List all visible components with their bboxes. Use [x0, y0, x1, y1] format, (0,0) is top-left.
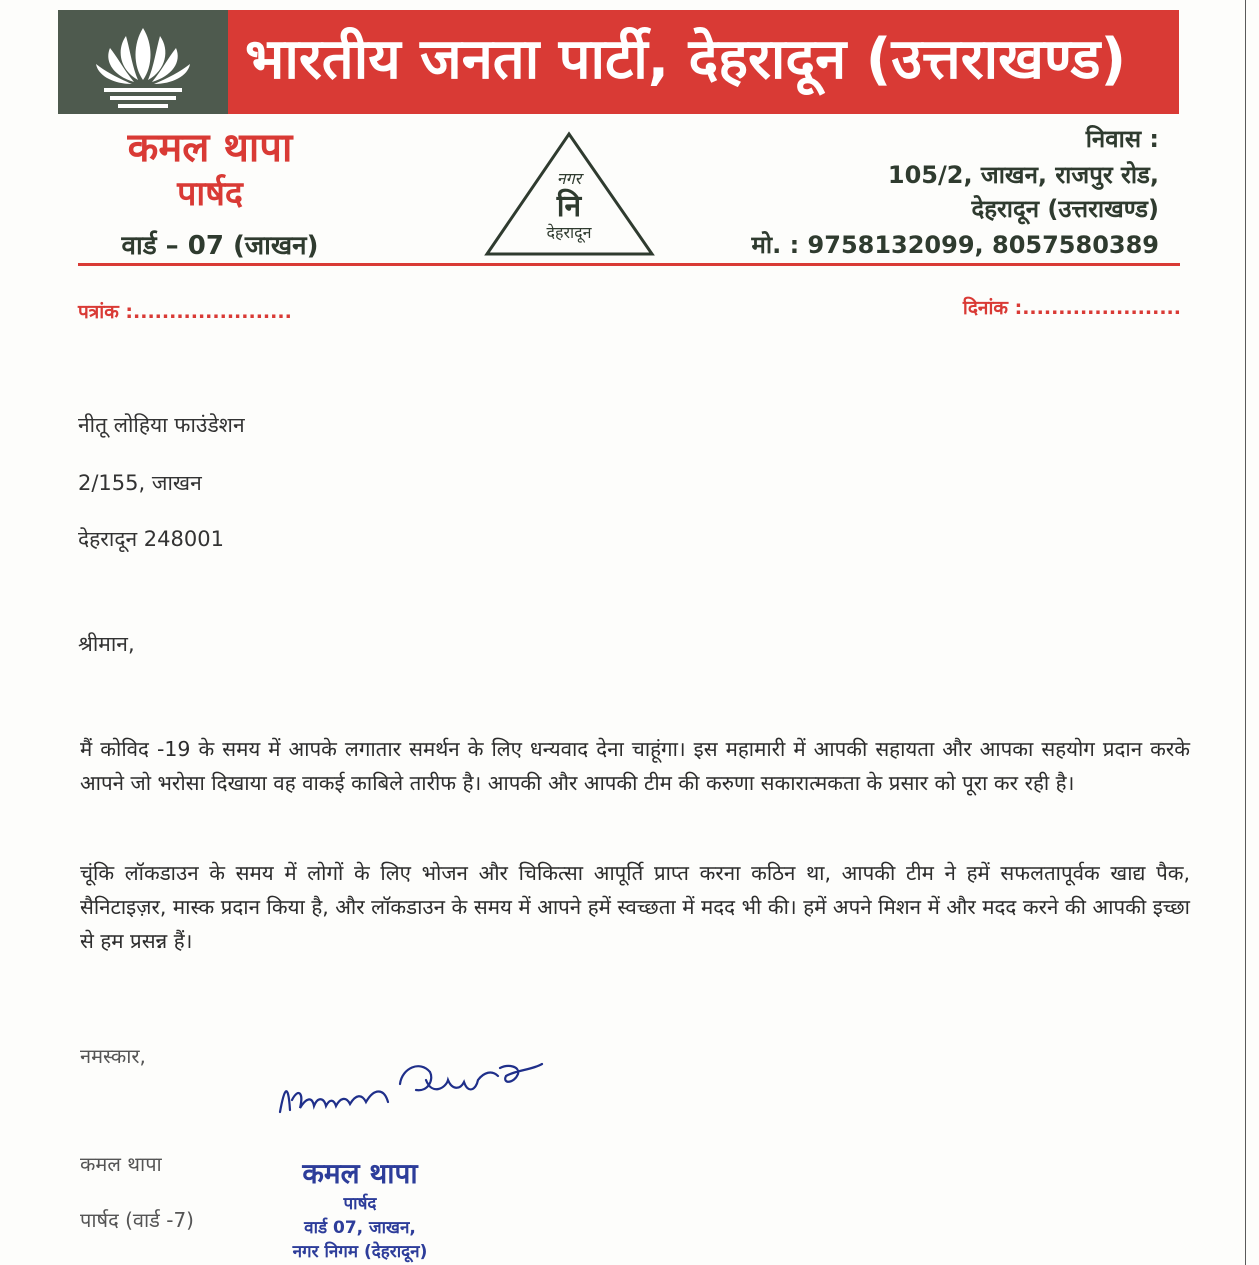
party-title: भारतीय जनता पार्टी, देहरादून (उत्तराखण्ड) — [245, 27, 1127, 92]
stamp-designation: पार्षद — [343, 1194, 377, 1214]
stamp-ward: वार्ड 07, जाखन, — [304, 1218, 416, 1238]
letter-paragraph-2: चूंकि लॉकडाउन के समय में लोगों के लिए भोजन और चिकित्सा आपूर्ति प्राप्त करना कठिन था, आपकी टीम ने हमें सफलतापूर्वक खाद्य पैक, सैनिटाइज़र, मास्क प्रदान किया है, और लॉकडाउन के समय में आपने हमें स्वच्छता में मदद भी की। हमें अपने मिशन में और मदद करने की आपकी इच्छा से हम प्रसन्न हैं। — [80, 861, 1190, 953]
date-label: दिनांक :...................... — [962, 297, 1181, 319]
letterhead-divider — [78, 263, 1180, 266]
municipal-logo-top: नगर — [556, 169, 582, 188]
municipal-logo-bottom: देहरादून — [546, 223, 592, 242]
recipient-name: नीतू लोहिया फाउंडेशन — [78, 413, 245, 437]
stamp-name: कमल थापा — [302, 1157, 418, 1190]
handwritten-signature — [270, 1040, 570, 1150]
page-edge-line — [1245, 0, 1246, 1265]
sender-designation: पार्षद (वार्ड -7) — [80, 1208, 194, 1232]
recipient-address-line: 2/155, जाखन — [78, 471, 202, 495]
closing: नमस्कार, — [80, 1044, 146, 1068]
letter-paragraph-1: मैं कोविद -19 के समय में आपके लगातार समर्थन के लिए धन्यवाद देना चाहूंगा। इस महामारी में आपकी सहायता और आपका सहयोग प्रदान करके आपने जो भरोसा दिखाया वह वाकई काबिले तारीफ है। आपकी और आपकी टीम की करुणा सकारात्मकता के प्रसार को पूरा कर रही है। — [80, 737, 1190, 795]
recipient-city: देहरादून 248001 — [78, 527, 224, 551]
residence-label: निवास : — [1085, 125, 1159, 153]
phone-numbers: मो. : 9758132099, 8057580389 — [751, 231, 1159, 259]
sender-name: कमल थापा — [80, 1152, 162, 1176]
salutation: श्रीमान, — [78, 632, 135, 656]
councillor-name: कमल थापा — [127, 125, 293, 171]
address-line-1: 105/2, जाखन, राजपुर रोड, — [887, 161, 1159, 189]
party-logo-box — [58, 10, 228, 114]
councillor-designation: पार्षद — [177, 174, 243, 214]
official-stamp — [240, 1156, 480, 1264]
municipal-logo-middle: नि — [556, 189, 582, 224]
lotus-icon — [58, 10, 228, 114]
address-line-2: देहरादून (उत्तराखण्ड) — [971, 195, 1159, 223]
stamp-municipality: नगर निगम (देहरादून) — [292, 1242, 428, 1262]
ward-number: वार्ड – 07 (जाखन) — [121, 231, 319, 261]
municipal-logo — [482, 130, 657, 260]
reference-number-label: पत्रांक :...................... — [78, 301, 292, 323]
